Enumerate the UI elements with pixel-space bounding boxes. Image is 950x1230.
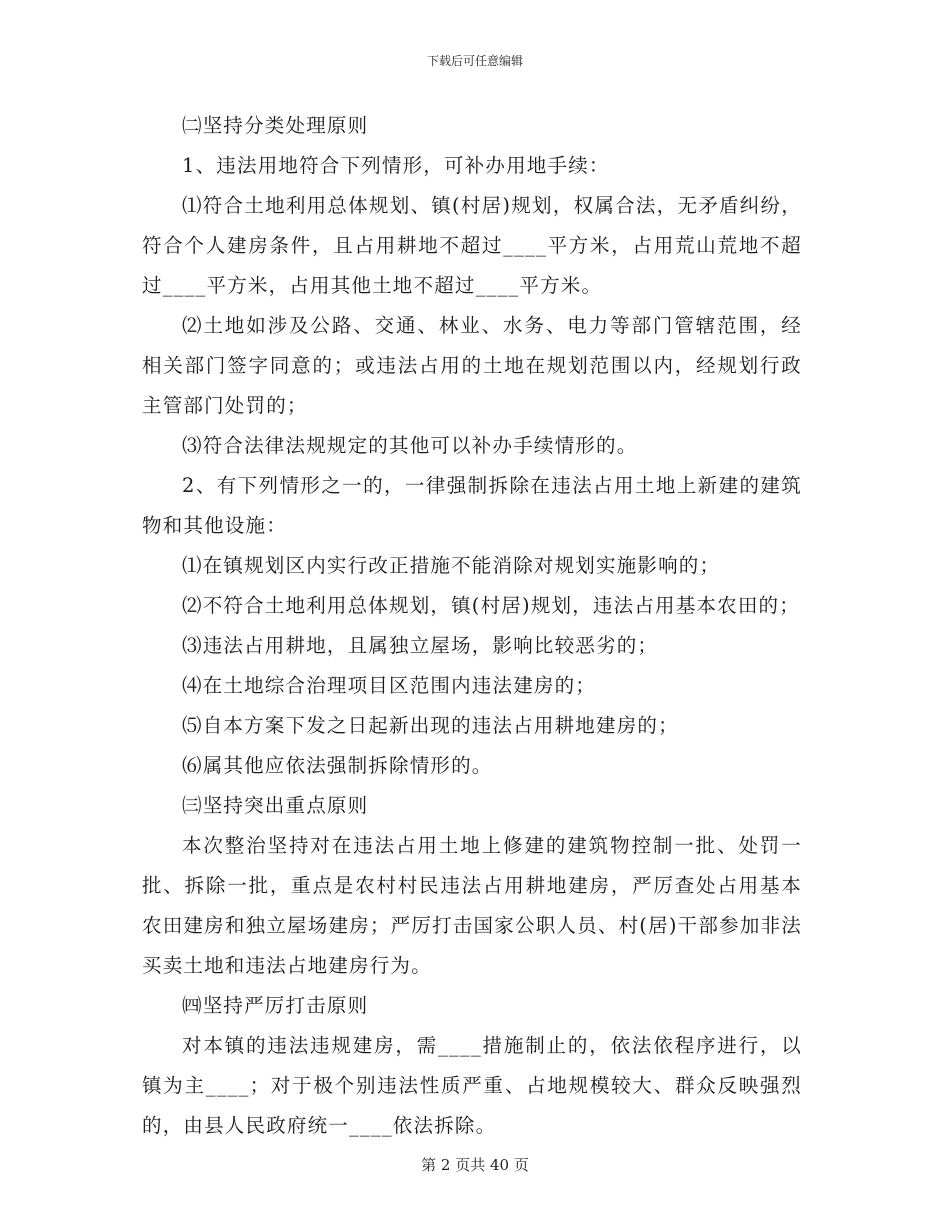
paragraph: ⑹属其他应依法强制拆除情形的。	[182, 754, 493, 777]
paragraph: 1、违法用地符合下列情形，可补办用地手续：	[182, 154, 610, 177]
paragraph: ⑷在土地综合治理项目区范围内违法建房的；	[182, 674, 597, 697]
section-heading-2: ㈡坚持分类处理原则	[182, 114, 369, 137]
paragraph: ⑶符合法律法规规定的其他可以补办手续情形的。	[182, 434, 638, 457]
page-header: 下载后可任意编辑	[426, 54, 523, 68]
paragraph: ⑴在镇规划区内实行改正措施不能消除对规划实施影响的；	[182, 554, 721, 577]
paragraph: 对本镇的违法违规建房，需____措施制止的，依法依程序进行，以镇为主____；对于极个别违法性质严重、占地规模较大、群众反映强烈的，由县人民政府统一____依法拆除。	[142, 1034, 802, 1137]
paragraph: ⑶违法占用耕地，且属独立屋场，影响比较恶劣的；	[182, 634, 659, 657]
document-body	[142, 106, 802, 1146]
paragraph: ⑸自本方案下发之日起新出现的违法占用耕地建房的；	[182, 714, 679, 737]
paragraph: 本次整治坚持对在违法占用土地上修建的建筑物控制一批、处罚一批、拆除一批，重点是农村村民违法占用耕地建房，严厉查处占用基本农田建房和独立屋场建房；严厉打击国家公职人员、村(居)干部参加非法买卖土地和违法占地建房行为。	[142, 834, 802, 977]
paragraph: 2、有下列情形之一的，一律强制拆除在违法占用土地上新建的建筑物和其他设施：	[142, 474, 802, 537]
section-heading-3: ㈢坚持突出重点原则	[182, 794, 369, 817]
paragraph: ⑴符合土地利用总体规划、镇(村居)规划，权属合法，无矛盾纠纷，符合个人建房条件，且占用耕地不超过____平方米，占用荒山荒地不超过____平方米，占用其他土地不超过____平方米。	[142, 194, 802, 297]
section-heading-4: ㈣坚持严厉打击原则	[182, 994, 369, 1017]
paragraph: ⑵不符合土地利用总体规划，镇(村居)规划，违法占用基本农田的；	[182, 594, 800, 617]
paragraph: ⑵土地如涉及公路、交通、林业、水务、电力等部门管辖范围，经相关部门签字同意的；或违法占用的土地在规划范围以内，经规划行政主管部门处罚的；	[142, 314, 802, 417]
page-footer: 第 2 页共 40 页	[421, 1156, 529, 1174]
